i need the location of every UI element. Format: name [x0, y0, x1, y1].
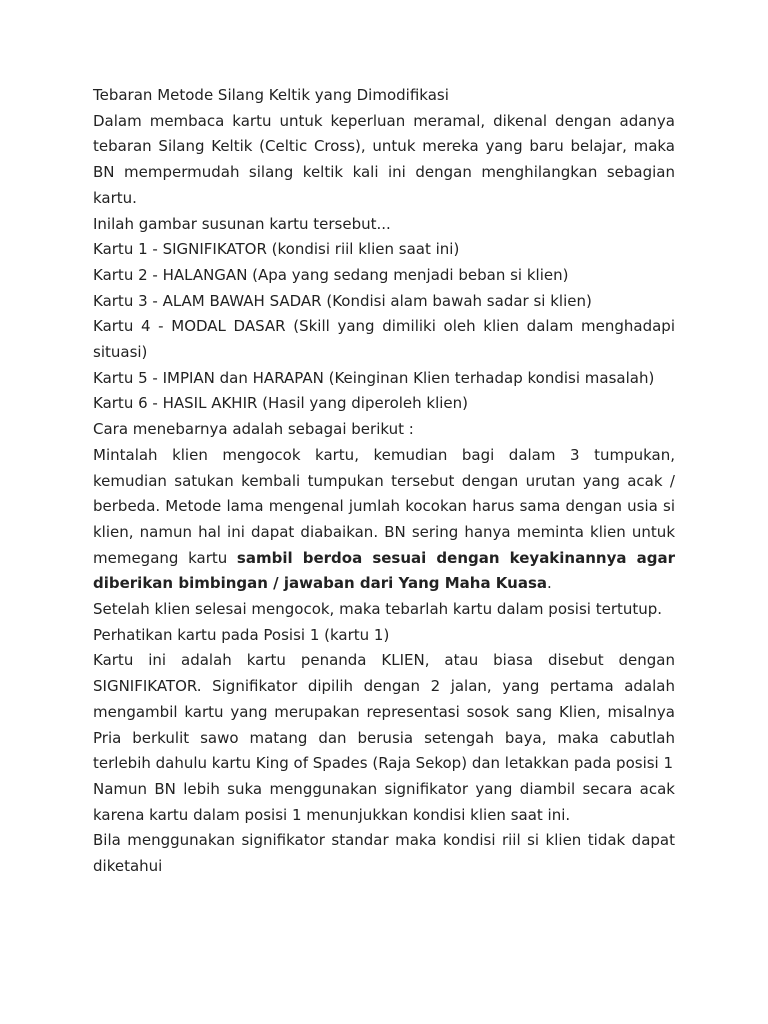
document-title: Tebaran Metode Silang Keltik yang Dimodifikasi: [93, 86, 449, 104]
card-2-line: Kartu 2 - HALANGAN (Apa yang sedang menjadi beban si klien): [93, 265, 569, 284]
document-body: [93, 83, 675, 880]
card-4-line: Kartu 4 - MODAL DASAR (Skill yang dimiliki oleh klien dalam menghadapi situasi): [93, 317, 675, 362]
method-heading: Cara menebarnya adalah sebagai berikut :: [93, 420, 414, 439]
card-3-line: Kartu 3 - ALAM BAWAH SADAR (Kondisi alam bawah sadar si klien): [93, 291, 592, 310]
shuffle-paragraph: [93, 443, 675, 597]
shuffle-text: Mintalah klien mengocok kartu, kemudian bagi dalam 3 tumpukan, kemudian satukan kembali tumpukan tersebut dengan urutan yang acak / berbeda. Metode lama mengenal jumlah kocokan harus sama dengan usia si klien, namun hal ini dapat diabaikan. BN sering hanya meminta klien untuk memegang kartu: [93, 445, 675, 567]
card-5-line: Kartu 5 - IMPIAN dan HARAPAN (Keinginan Klien terhadap kondisi masalah): [93, 368, 655, 387]
position1-heading: Perhatikan kartu pada Posisi 1 (kartu 1): [93, 625, 390, 644]
card-6-line: Kartu 6 - HASIL AKHIR (Hasil yang diperoleh klien): [93, 394, 469, 413]
standard-significator-paragraph: Bila menggunakan signifikator standar maka kondisi riil si klien tidak dapat diketahui: [93, 831, 675, 876]
card-1-line: Kartu 1 - SIGNIFIKATOR (kondisi riil klien saat ini): [93, 240, 460, 259]
intro-paragraph: Dalam membaca kartu untuk keperluan meramal, dikenal dengan adanya tebaran Silang Keltik (Celtic Cross), untuk mereka yang baru belajar, maka BN mempermudah silang keltik kali ini dengan menghilangkan sebagian kartu.: [93, 111, 675, 207]
shuffle-end-text: .: [547, 574, 552, 593]
position1-paragraph: Kartu ini adalah kartu penanda KLIEN, atau biasa disebut dengan SIGNIFIKATOR. Signifikator dipilih dengan 2 jalan, yang pertama adalah mengambil kartu yang merupakan representasi sosok sang Klien, misalnya Pria berkulit sawo matang dan berusia setengah baya, maka cabutlah terlebih dahulu kartu King of Spades (Raja Sekop) dan letakkan pada posisi 1: [93, 651, 675, 773]
image-intro-line: Inilah gambar susunan kartu tersebut...: [93, 214, 391, 233]
random-significator-paragraph: Namun BN lebih suka menggunakan signifikator yang diambil secara acak karena kartu dalam posisi 1 menunjukkan kondisi klien saat ini.: [93, 779, 675, 824]
shuffle-bold-text: sambil berdoa sesuai dengan keyakinannya agar diberikan bimbingan / jawaban dari Yang Maha Kuasa: [93, 548, 675, 593]
after-shuffle-paragraph: Setelah klien selesai mengocok, maka tebarlah kartu dalam posisi tertutup.: [93, 600, 663, 619]
